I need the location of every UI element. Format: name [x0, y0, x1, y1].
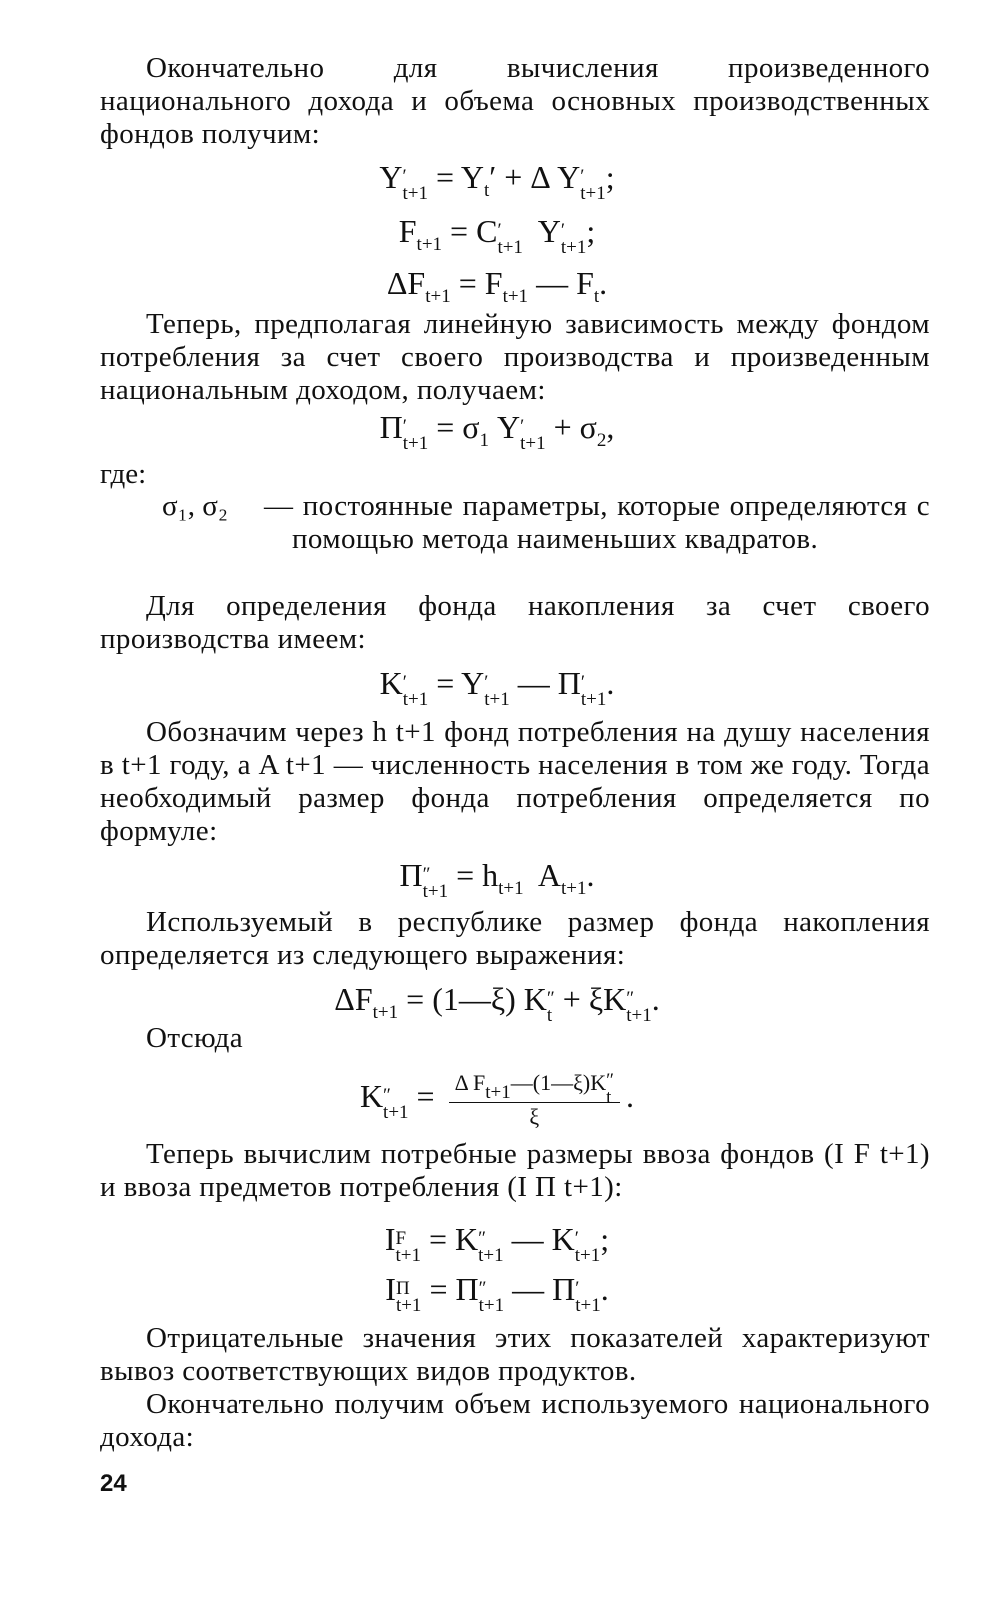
equation-accumulation: K ′ t+1 = Y ′ t+1 — П ′ t+1 .	[379, 665, 615, 710]
paragraph-per-capita: Обозначим через h t+1 фонд потребления на душу населения в t+1 году, а A t+1 — численность населения в том же году. Тогда необходимый размер фонда потребления определяется по формуле:	[100, 716, 930, 847]
paragraph-final: Окончательно получим объем используемого национального дохода:	[100, 1388, 930, 1453]
equation-fraction: K ″ t+1 = Δ $F_{t+1}—(1—\xi)K$ ″ t ξ .	[359, 1070, 635, 1129]
page-number: 24	[100, 1470, 127, 1497]
where-label: где:	[100, 458, 147, 490]
paragraph-imports: Теперь вычислим потребные размеры ввоза фондов (I F t+1) и ввоза предметов потребления (I П t+1):	[100, 1138, 930, 1203]
paragraph-hence: Отсюда	[146, 1022, 244, 1054]
paragraph-intro: Окончательно для вычисления произведенного национального дохода и объема основных производственных фондов получим:	[100, 52, 930, 150]
equation-consumption: П ′ t+1 = $\sigma_1$ Y ′ t+1 + $\sigma_2$,	[379, 409, 615, 454]
paragraph-negative-values: Отрицательные значения этих показателей характеризуют вывоз соответствующих видов продуктов.	[100, 1322, 930, 1387]
params-symbols: σ₁, σ₂	[162, 490, 228, 522]
paragraph-accumulation: Для определения фонда накопления за счет своего производства имеем:	[100, 590, 930, 655]
params-description: — постоянные параметры, которые определяются с помощью метода наименьших квадратов.	[264, 490, 930, 555]
equation-import-consumption: I П t+1 = П ″ t+1 — П ′ t+1 .	[385, 1271, 609, 1316]
paragraph-used-accumulation: Используемый в республике размер фонда накопления определяется из следующего выражения:	[100, 906, 930, 971]
equation-used-accumulation: $\Delta F_{t+1}$ = (1—ξ) K ″ t + ξK ″ t+1 .	[334, 981, 660, 1026]
equation-import-funds: I F t+1 = K ″ t+1 — K ′ t+1 ;	[384, 1221, 610, 1266]
paragraph-consumption: Теперь, предполагая линейную зависимость между фондом потребления за счет своего производства и произведенным национальным доходом, получаем:	[100, 308, 930, 406]
equation-funds: $F_{t+1} = C$ ′ t+1 Y ′ t+1 ;	[398, 213, 596, 258]
equation-funds-delta: $\Delta F_{t+1} = F_{t+1}$ — $F_t$.	[386, 265, 608, 307]
equation-per-capita: П ″ t+1 = $h_{t+1}$ $A_{t+1}$.	[399, 857, 595, 902]
equation-income: Y ′ t+1 = $Y_t' + \Delta$ Y ′ t+1 ;	[379, 159, 615, 204]
